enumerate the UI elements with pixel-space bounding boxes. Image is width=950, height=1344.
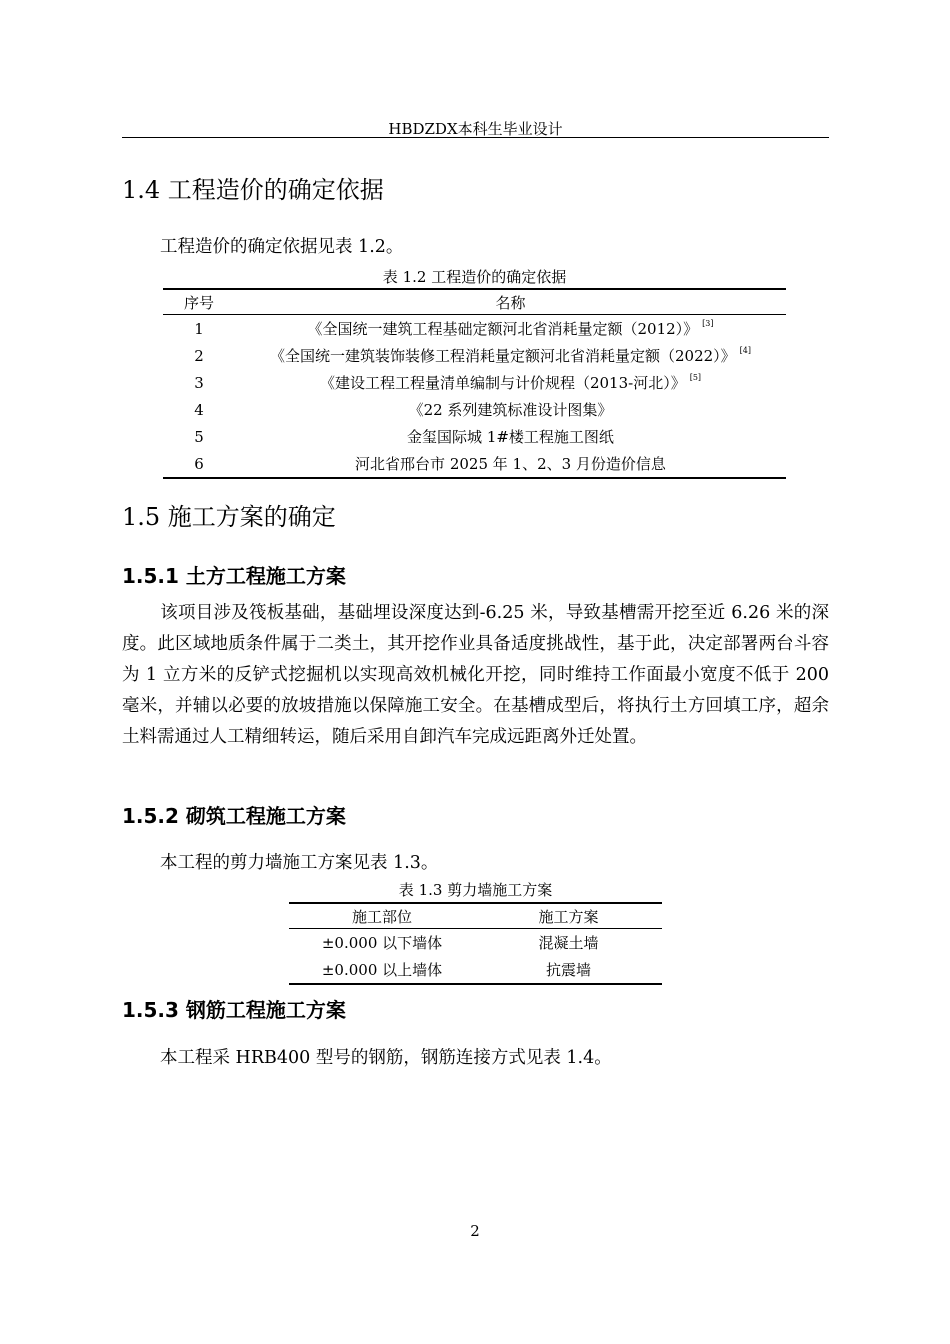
citation-ref: [3] (702, 319, 714, 328)
row-number: 2 (194, 346, 204, 365)
row-name-text: 《全国统一建筑工程基础定额河北省消耗量定额（2012）》 (307, 320, 699, 338)
section-1-4-intro: 工程造价的确定依据见表 1.2。 (160, 237, 404, 257)
row-part: ±0.000 以上墙体 (289, 956, 475, 984)
row-plan: 混凝土墙 (538, 934, 599, 952)
table-row (163, 423, 786, 450)
running-header: HBDZDX本科生毕业设计 (388, 120, 563, 138)
column-header-name: 名称 (235, 289, 786, 315)
row-number: 1 (194, 319, 204, 338)
table-header-row (163, 289, 786, 315)
table-row (163, 315, 786, 343)
section-1-4-heading: 1.4 工程造价的确定依据 (122, 176, 384, 204)
row-name-text: 《全国统一建筑装饰装修工程消耗量定额河北省消耗量定额（2022）》 (269, 347, 736, 365)
row-plan: 抗震墙 (475, 956, 662, 984)
table-1-2 (163, 288, 786, 479)
row-name (235, 369, 786, 396)
row-name: 《22 系列建筑标准设计图集》 (408, 401, 613, 419)
row-part: ±0.000 以下墙体 (321, 934, 443, 952)
table-row (163, 450, 786, 478)
table-1-3-caption: 表 1.3 剪力墙施工方案 (398, 881, 553, 899)
table-1-2-caption: 表 1.2 工程造价的确定依据 (382, 268, 567, 286)
table-row (163, 369, 786, 396)
citation-ref: [5] (689, 373, 702, 382)
citation-ref: [4] (739, 346, 752, 355)
table-row (163, 396, 786, 423)
row-number: 3 (194, 373, 204, 392)
section-1-5-heading: 1.5 施工方案的确定 (122, 503, 336, 531)
row-name: 金玺国际城 1#楼工程施工图纸 (407, 428, 614, 446)
rebar-intro: 本工程采 HRB400 型号的钢筋，钢筋连接方式见表 1.4。 (160, 1048, 612, 1068)
earthwork-paragraph-text: 该项目涉及筏板基础，基础埋设深度达到-6.25 米，导致基槽需开挖至近 6.26 米的深度。此区域地质条件属于二类土，其开挖作业具备适度挑战性，基于此，决定部署两台斗容为 1 立方米的反铲式挖掘机以实现高效机械化开挖，同时维持工作面最小宽度不低于 200 毫米，并辅以必要的放坡措施以保障施工安全。在基槽成型后，将执行土方回填工序，超余土料需通过人工精细转运，随后采用自卸汽车完成远距离外迁处置。 (122, 603, 829, 747)
row-number: 6 (163, 450, 235, 478)
section-1-5-2-heading: 1.5.2 砌筑工程施工方案 (122, 804, 346, 828)
table-1-3 (289, 902, 662, 985)
column-header-plan: 施工方案 (475, 903, 662, 929)
row-name (235, 342, 786, 369)
page-number: 2 (470, 1222, 480, 1240)
section-1-5-1-heading: 1.5.1 土方工程施工方案 (122, 564, 346, 588)
earthwork-paragraph (122, 598, 829, 753)
section-1-5-3-heading: 1.5.3 钢筋工程施工方案 (122, 998, 346, 1022)
header-rule (122, 137, 829, 138)
table-row (289, 929, 662, 957)
table-row (163, 342, 786, 369)
row-number: 5 (194, 427, 204, 446)
column-header-part: 施工部位 (289, 903, 475, 929)
column-header-no: 序号 (163, 289, 235, 315)
row-name: 河北省邢台市 2025 年 1、2、3 月份造价信息 (235, 450, 786, 478)
masonry-intro: 本工程的剪力墙施工方案见表 1.3。 (160, 853, 439, 873)
table-row (289, 956, 662, 984)
table-header-row (289, 903, 662, 929)
row-number: 4 (194, 400, 204, 419)
row-name (235, 315, 786, 343)
row-name-text: 《建设工程工程量清单编制与计价规程（2013-河北）》 (319, 374, 686, 392)
